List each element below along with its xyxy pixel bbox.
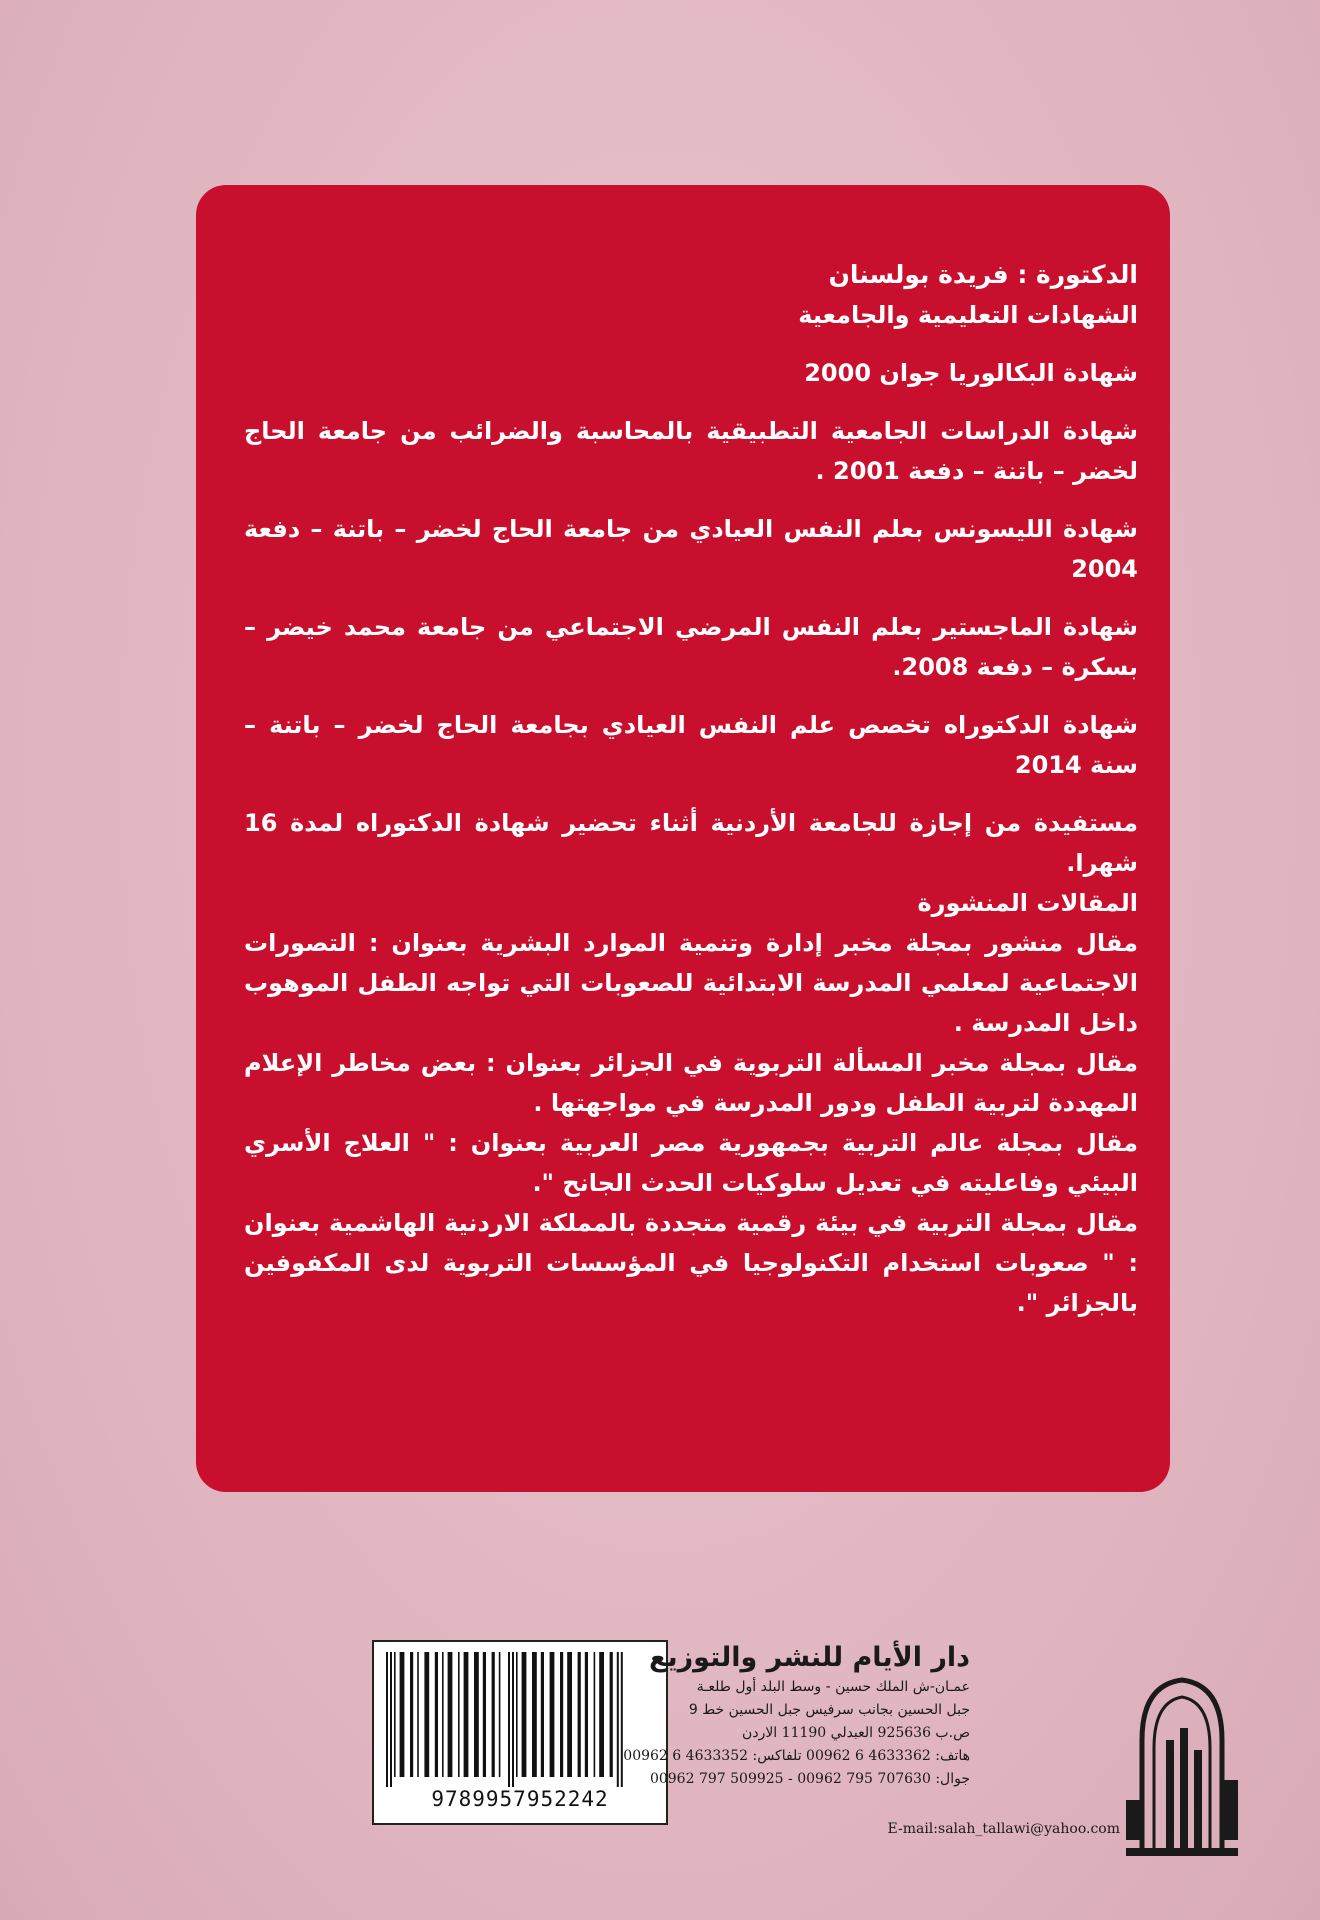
bio-master: شهادة الماجستير بعلم النفس المرضي الاجتماعي من جامعة محمد خيضر – بسكرة – دفعة 2008. — [244, 613, 1138, 681]
bio-heading-certificates: الشهادات التعليمية والجامعية — [798, 301, 1138, 329]
bio-heading-articles: المقالات المنشورة — [917, 889, 1138, 917]
barcode-bars — [384, 1652, 656, 1787]
bio-baccalaureate: شهادة البكالوريا جوان 2000 — [804, 359, 1138, 387]
bio-doctorate: شهادة الدكتوراه تخصص علم النفس العيادي بجامعة الحاج لخضر – باتنة – سنة 2014 — [244, 711, 1138, 779]
publisher-po-box: ص.ب 925636 العبدلي 11190 الاردن — [742, 1725, 970, 1741]
author-name: الدكتورة : فريدة بولسنان — [828, 260, 1138, 289]
publisher-address-2: جبل الحسين بجانب سرفيس جبل الحسين خط 9 — [688, 1702, 970, 1718]
author-bio-panel — [196, 185, 1170, 1492]
publisher-mobile: جوال: 707630 795 00962 - 509925 797 00962 — [649, 1771, 970, 1787]
publisher-email: E-mail:salah_tallawi@yahoo.com — [887, 1821, 1120, 1837]
isbn-barcode — [372, 1640, 668, 1825]
publisher-address-1: عمـان-ش الملك حسين - وسط البلد أول طلعـة — [696, 1679, 970, 1695]
bio-article-1: مقال منشور بمجلة مخبر إدارة وتنمية الموارد البشرية بعنوان : التصورات الاجتماعية لمعلمي المدرسة الابتدائية للصعوبات التي تواجه الطفل الموهوب داخل المدرسة . — [244, 929, 1138, 1037]
bio-applied-studies: شهادة الدراسات الجامعية التطبيقية بالمحاسبة والضرائب من جامعة الحاج لخضر – باتنة – دفعة 2001 . — [244, 417, 1138, 485]
publisher-logo-icon — [1122, 1670, 1242, 1860]
isbn-number: 9789957952242 — [431, 1787, 609, 1811]
bio-article-2: مقال بمجلة مخبر المسألة التربوية في الجزائر بعنوان : بعض مخاطر الإعلام المهددة لتربية الطفل ودور المدرسة في مواجهتها . — [244, 1049, 1138, 1117]
bio-leave: مستفيدة من إجازة للجامعة الأردنية أثناء تحضير شهادة الدكتوراه لمدة 16 شهرا. — [244, 809, 1138, 877]
bio-license: شهادة الليسونس بعلم النفس العيادي من جامعة الحاج لخضر – باتنة – دفعة 2004 — [244, 515, 1138, 583]
bio-article-4: مقال بمجلة التربية في بيئة رقمية متجددة بالمملكة الاردنية الهاشمية بعنوان : " صعوبات استخدام التكنولوجيا في المؤسسات التربوية لدى المكفوفين بالجزائر ". — [244, 1209, 1138, 1317]
publisher-name: دار الأيام للنشر والتوزيع — [649, 1642, 970, 1673]
bio-article-3: مقال بمجلة عالم التربية بجمهورية مصر العربية بعنوان : " العلاج الأسري البيئي وفاعليته في تعديل سلوكيات الحدث الجانح ". — [244, 1129, 1138, 1197]
publisher-phone: هاتف: 4633362 6 00962 تلفاكس: 4633352 6 00962 — [623, 1748, 970, 1764]
publisher-info — [623, 1640, 1120, 1837]
